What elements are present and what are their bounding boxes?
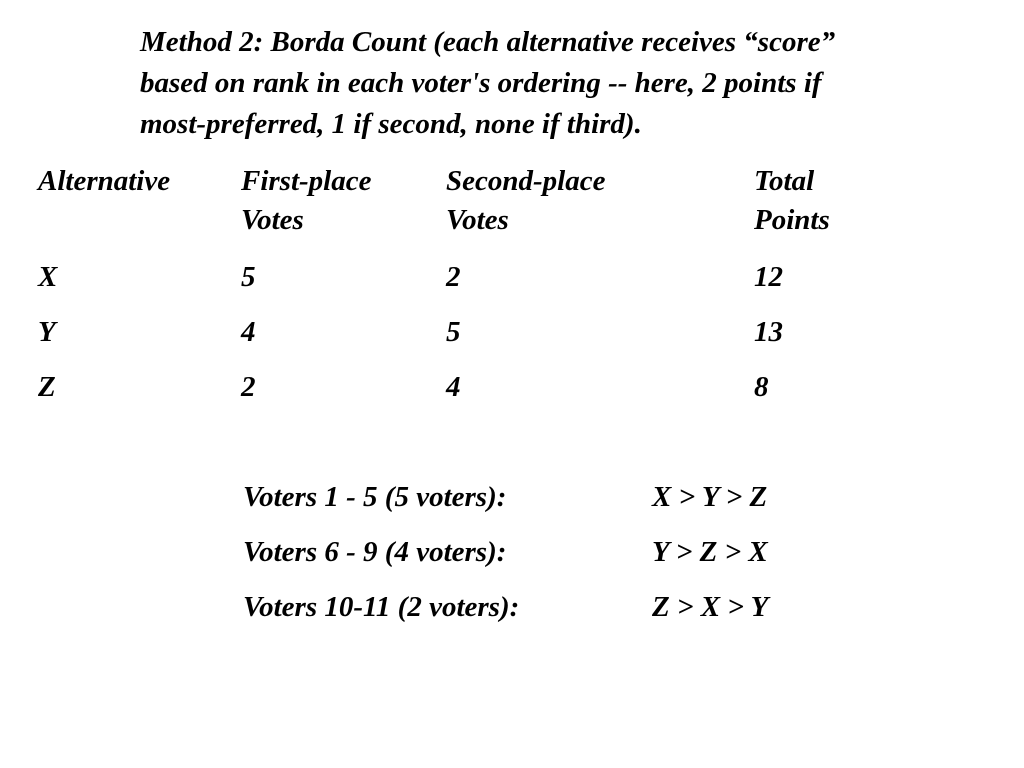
header-first-place-line-1: First-place	[241, 165, 372, 197]
title-line-2: based on rank in each voter's ordering -- here, 2 points if	[140, 67, 822, 99]
row-y-second-place: 5	[446, 316, 461, 348]
header-alternative	[38, 162, 170, 201]
slide-title	[140, 22, 970, 145]
row-z-alternative: Z	[38, 371, 56, 403]
voter-group-3-label: Voters 10-11 (2 voters):	[243, 591, 520, 623]
voter-group-3-ordering: Z > X > Y	[652, 591, 769, 623]
header-total-points	[754, 162, 830, 240]
header-alternative-label: Alternative	[38, 165, 171, 197]
header-second-place-line-2: Votes	[446, 204, 509, 236]
voter-group-2-ordering: Y > Z > X	[652, 536, 768, 568]
row-y-alternative: Y	[38, 316, 56, 348]
title-line-1: Method 2: Borda Count (each alternative receives “score”	[140, 26, 836, 58]
header-first-place-line-2: Votes	[241, 204, 304, 236]
row-y-first-place: 4	[241, 316, 256, 348]
voter-group-2-label: Voters 6 - 9 (4 voters):	[243, 536, 507, 568]
row-z-total: 8	[754, 371, 769, 403]
header-second-place	[446, 162, 605, 240]
header-total-line-2: Points	[754, 204, 830, 236]
voter-group-1-ordering: X > Y > Z	[652, 481, 768, 513]
row-y-total: 13	[754, 316, 783, 348]
title-line-3: most-preferred, 1 if second, none if third).	[140, 108, 642, 140]
row-z-second-place: 4	[446, 371, 461, 403]
row-x-second-place: 2	[446, 261, 461, 293]
row-x-first-place: 5	[241, 261, 256, 293]
row-x-alternative: X	[38, 261, 58, 293]
row-x-total: 12	[754, 261, 783, 293]
voter-group-1-label: Voters 1 - 5 (5 voters):	[243, 481, 507, 513]
row-z-first-place: 2	[241, 371, 256, 403]
header-total-line-1: Total	[754, 165, 815, 197]
header-first-place	[241, 162, 372, 240]
header-second-place-line-1: Second-place	[446, 165, 606, 197]
